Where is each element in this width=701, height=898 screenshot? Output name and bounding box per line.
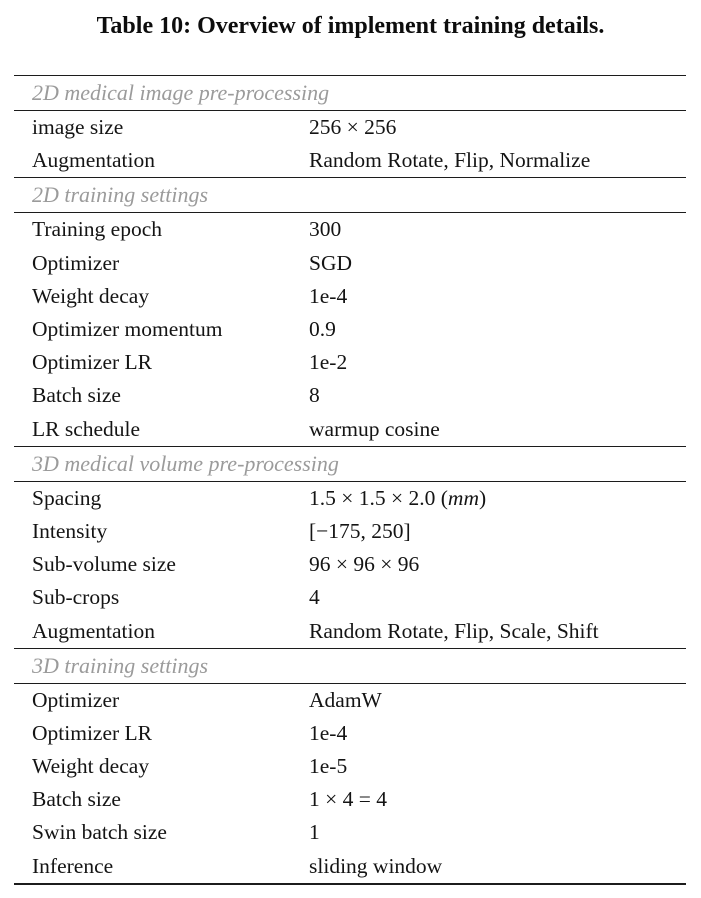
row-label: Inference	[32, 853, 114, 878]
row-value: 8	[309, 383, 320, 408]
row-value: [−175, 250]	[309, 518, 411, 543]
section-header: 3D training settings	[14, 648, 686, 684]
table-row	[14, 515, 686, 548]
table-row	[14, 213, 686, 246]
row-value-segment: 1.5 × 1.5 × 2.0 (	[309, 485, 448, 510]
table-row	[14, 247, 686, 280]
row-value: sliding window	[309, 853, 443, 878]
table-row	[14, 717, 686, 750]
row-label: Optimizer	[32, 687, 120, 712]
table-row	[14, 614, 686, 647]
row-label: Augmentation	[32, 618, 156, 643]
training-details-table	[14, 75, 686, 885]
row-label: Optimizer LR	[32, 350, 153, 375]
row-value: 1	[309, 820, 320, 845]
row-label: Batch size	[32, 383, 121, 408]
row-value: warmup cosine	[309, 416, 440, 441]
table-row	[14, 111, 686, 144]
row-value	[309, 486, 686, 511]
row-value: 96 × 96 × 96	[309, 552, 420, 577]
row-label: Spacing	[32, 485, 102, 510]
row-value: 0.9	[309, 317, 336, 342]
row-value: SGD	[309, 250, 353, 275]
row-value-segment: )	[478, 485, 487, 510]
table-row	[14, 313, 686, 346]
row-value-italic-segment: mm	[447, 485, 479, 510]
section-header: 2D training settings	[14, 177, 686, 213]
row-value: 1e-2	[309, 350, 348, 375]
table-row	[14, 816, 686, 849]
table-row	[14, 379, 686, 412]
table-caption: Table 10: Overview of implement training details.	[96, 13, 605, 39]
row-value: 256 × 256	[309, 115, 397, 140]
section-header: 2D medical image pre-processing	[14, 75, 686, 111]
row-label: Weight decay	[32, 754, 150, 779]
row-value: 1 × 4 = 4	[309, 787, 388, 812]
table-row	[14, 280, 686, 313]
row-label: Training epoch	[32, 217, 162, 242]
row-value: 300	[309, 217, 342, 242]
table-row	[14, 413, 686, 446]
row-value: Random Rotate, Flip, Scale, Shift	[309, 618, 599, 643]
table-row	[14, 144, 686, 177]
table-row	[14, 783, 686, 816]
table-row	[14, 346, 686, 379]
row-value: 1e-4	[309, 720, 348, 745]
table-row	[14, 750, 686, 783]
row-label: Optimizer momentum	[32, 317, 223, 342]
row-label: Sub-volume size	[32, 552, 176, 577]
row-label: Optimizer	[32, 250, 120, 275]
table-row	[14, 548, 686, 581]
table-row	[14, 850, 686, 883]
row-value: 1e-5	[309, 754, 348, 779]
section-header: 3D medical volume pre-processing	[14, 446, 686, 482]
row-label: Weight decay	[32, 283, 150, 308]
row-label: Optimizer LR	[32, 720, 153, 745]
row-label: LR schedule	[32, 416, 141, 441]
row-label: Sub-crops	[32, 585, 120, 610]
table-row	[14, 581, 686, 614]
row-label: Augmentation	[32, 148, 156, 173]
table-row	[14, 482, 686, 515]
row-label: image size	[32, 115, 124, 140]
row-value: Random Rotate, Flip, Normalize	[309, 148, 591, 173]
row-label: Swin batch size	[32, 820, 167, 845]
row-value: 1e-4	[309, 283, 348, 308]
row-value: 4	[309, 585, 320, 610]
row-label: Batch size	[32, 787, 121, 812]
row-label: Intensity	[32, 518, 108, 543]
table-row	[14, 684, 686, 717]
row-value: AdamW	[309, 687, 382, 712]
